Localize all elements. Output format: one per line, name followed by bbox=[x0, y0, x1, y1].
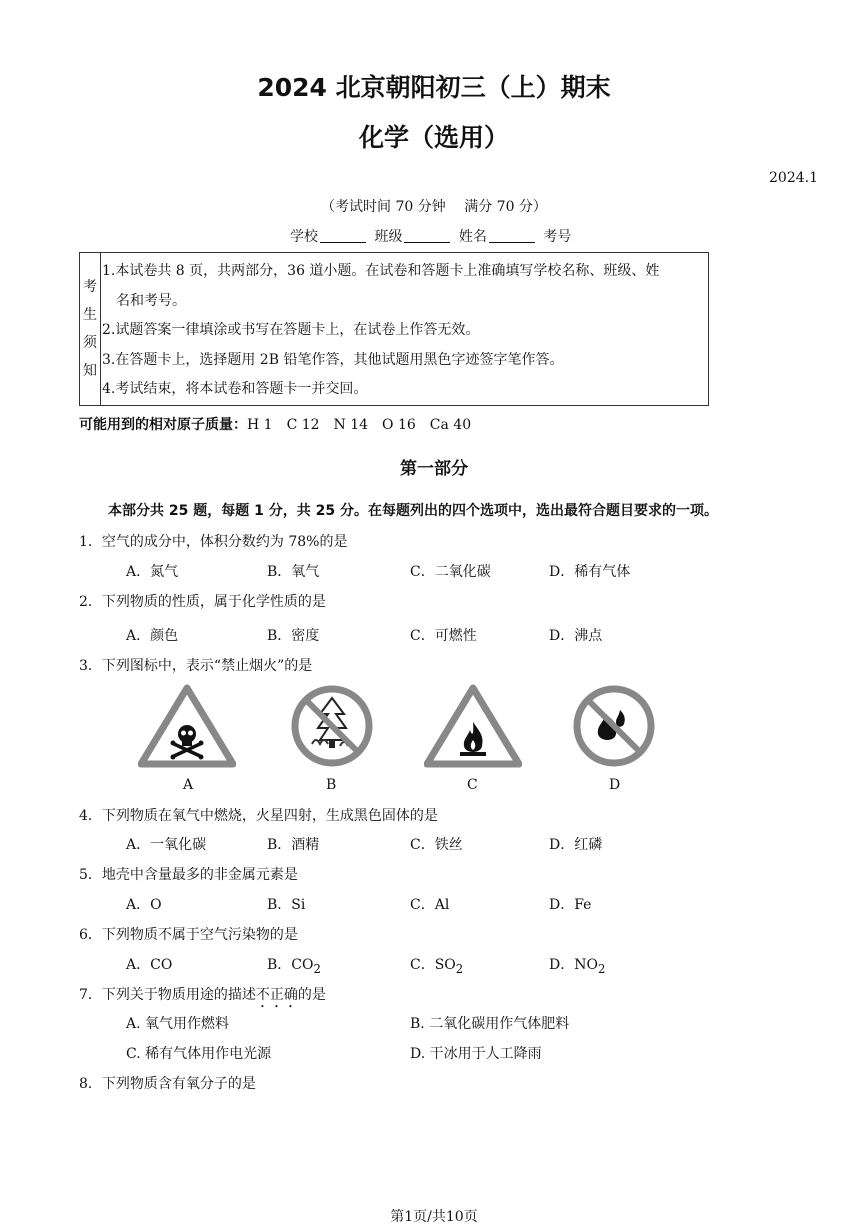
exam-info: （考试时间 70 分钟 满分 70 分） bbox=[321, 199, 547, 215]
option-d: D．Fe bbox=[549, 897, 592, 913]
option-a: A．O bbox=[126, 897, 162, 913]
atomic-mass-line bbox=[79, 414, 471, 434]
option-d: D．红磷 bbox=[549, 837, 603, 853]
class-blank bbox=[404, 228, 450, 243]
sign-label-d: D bbox=[609, 777, 621, 793]
option-c: C．铁丝 bbox=[410, 837, 463, 853]
option-a: A. 氧气用作燃料 bbox=[126, 1016, 230, 1032]
option-b: B．密度 bbox=[267, 628, 320, 644]
page-footer: 第1页/共10页 bbox=[390, 1209, 478, 1225]
option-b: B．氧气 bbox=[267, 564, 320, 580]
sign-label-b: B bbox=[326, 777, 337, 793]
prohibition-sign-b-icon bbox=[290, 684, 374, 768]
toxic-warning-sign-icon bbox=[138, 684, 236, 768]
option-c: C．二氧化碳 bbox=[410, 564, 491, 580]
emphasis-text: 不正确 bbox=[255, 987, 298, 1003]
option-a: A．CO bbox=[126, 957, 173, 973]
option-a: A．氮气 bbox=[126, 564, 179, 580]
question-stem: 6．下列物质不属于空气污染物的是 bbox=[79, 927, 298, 943]
option-a: A．一氧化碳 bbox=[126, 837, 207, 853]
notice-item: 4.考试结束，将本试卷和答题卡一并交回。 bbox=[102, 381, 368, 397]
notice-item: 1.本试卷共 8 页，共两部分，36 道小题。在试卷和答题卡上准确填写学校名称、班级、姓 bbox=[102, 263, 660, 279]
exam-title: 2024 北京朝阳初三（上）期末 bbox=[257, 73, 611, 102]
sign-label-a: A bbox=[183, 777, 194, 793]
option-c: C．可燃性 bbox=[410, 628, 477, 644]
name-label: 姓名 bbox=[458, 229, 487, 245]
option-d: D．沸点 bbox=[549, 628, 603, 644]
question-stem: 8．下列物质含有氧分子的是 bbox=[79, 1076, 256, 1092]
notice-item: 名和考号。 bbox=[102, 292, 186, 309]
notice-items bbox=[102, 257, 706, 405]
notice-item: 2.试题答案一律填涂或书写在答题卡上，在试卷上作答无效。 bbox=[102, 322, 480, 338]
exam-subtitle: 化学（选用） bbox=[358, 123, 509, 152]
notice-box bbox=[79, 252, 709, 406]
option-c: C. 稀有气体用作电光源 bbox=[126, 1046, 272, 1062]
part-title: 第一部分 bbox=[400, 459, 468, 479]
name-blank bbox=[489, 228, 535, 243]
exam-date: 2024.1 bbox=[769, 170, 818, 186]
option-a: A．颜色 bbox=[126, 628, 179, 644]
part-intro: 本部分共 25 题，每题 1 分，共 25 分。在每题列出的四个选项中，选出最符合题目要求的一项。 bbox=[108, 503, 718, 519]
option-c: C．$SO_2$ bbox=[410, 957, 464, 976]
question-stem: 2．下列物质的性质，属于化学性质的是 bbox=[79, 594, 326, 610]
school-blank bbox=[320, 228, 366, 243]
notice-item: 3.在答题卡上，选择题用 2B 铅笔作答，其他试题用黑色字迹签字笔作答。 bbox=[102, 351, 564, 368]
option-d: D. 干冰用于人工降雨 bbox=[410, 1046, 542, 1062]
option-b: B. 二氧化碳用作气体肥料 bbox=[410, 1016, 570, 1032]
question-stem: 4．下列物质在氧气中燃烧，火星四射，生成黑色固体的是 bbox=[79, 808, 438, 824]
no-fire-sign-icon bbox=[572, 684, 656, 768]
number-label: 考号 bbox=[543, 229, 572, 245]
school-label: 学校 bbox=[290, 229, 318, 245]
option-b: B．$CO_2$ bbox=[267, 957, 321, 976]
atomic-mass-values: H 1 C 12 N 14 O 16 Ca 40 bbox=[247, 417, 472, 433]
question-stem: 1．空气的成分中，体积分数约为 78%的是 bbox=[79, 534, 348, 550]
option-b: B．酒精 bbox=[267, 837, 320, 853]
option-b: B．Si bbox=[267, 897, 306, 913]
class-label: 班级 bbox=[374, 229, 403, 245]
question-stem: 5．地壳中含量最多的非金属元素是 bbox=[79, 867, 298, 883]
question-stem: 3．下列图标中，表示“禁止烟火”的是 bbox=[79, 658, 313, 674]
flammable-warning-sign-icon bbox=[424, 684, 522, 768]
student-info-line bbox=[290, 226, 571, 246]
sign-label-c: C bbox=[467, 777, 478, 793]
notice-label: 考 生 须 知 bbox=[80, 253, 101, 405]
question-stem: 7．下列关于物质用途的描述不正确的是 bbox=[79, 987, 326, 1003]
option-c: C．Al bbox=[410, 897, 450, 913]
atomic-mass-label: 可能用到的相对原子质量： bbox=[79, 417, 247, 433]
option-d: D．稀有气体 bbox=[549, 564, 631, 580]
option-d: D．$NO_2$ bbox=[549, 957, 606, 976]
